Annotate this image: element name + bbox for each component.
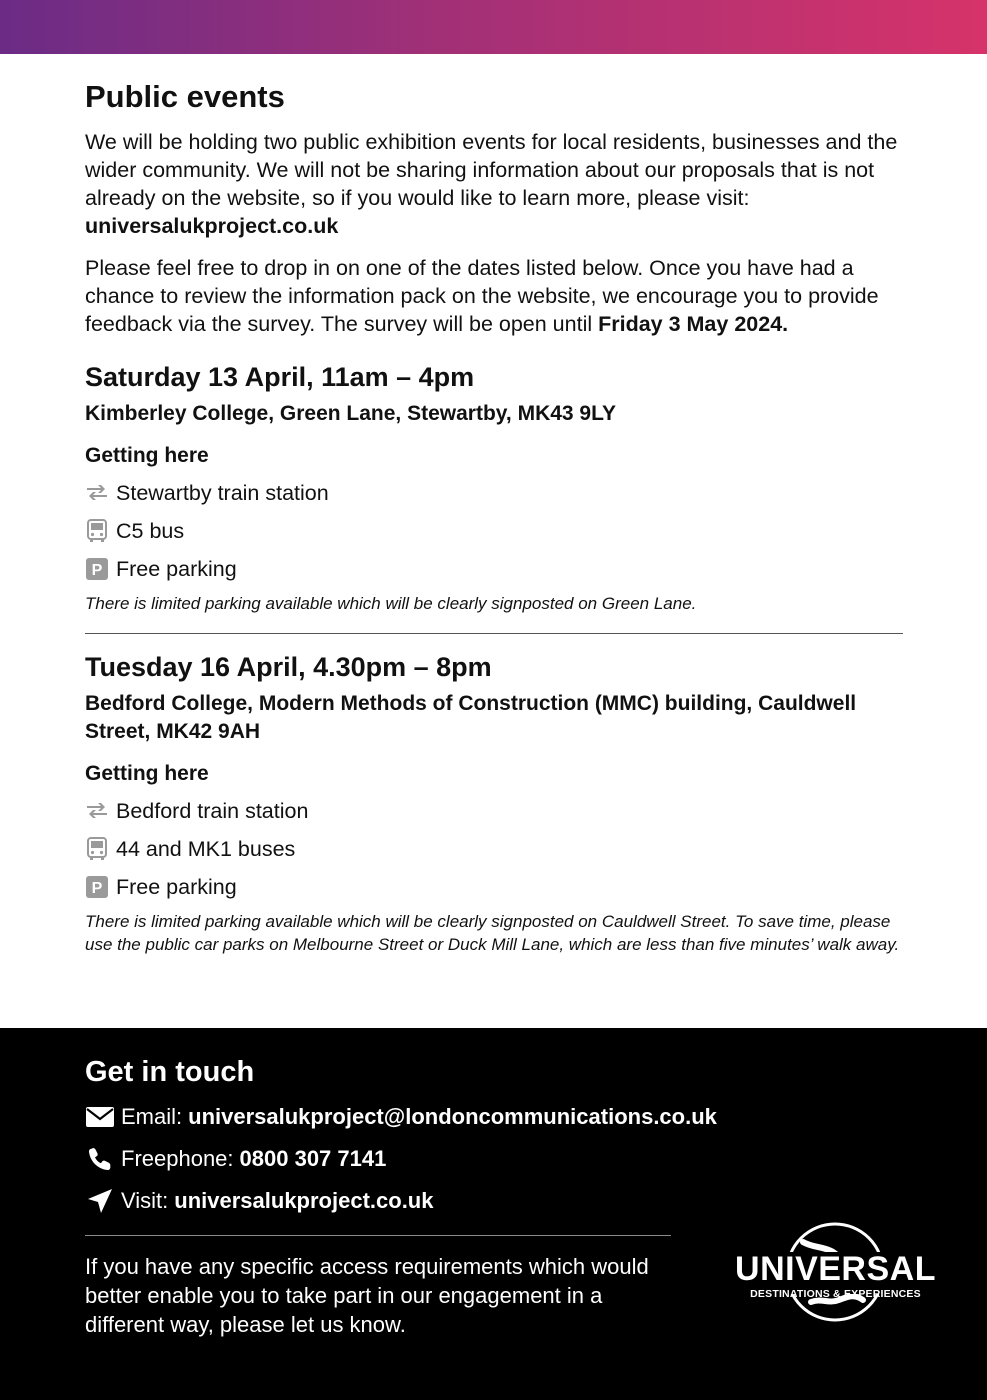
intro-paragraph-2: Please feel free to drop in on one of the dates listed below. Once you have had a chance to review the information pack on the website, we encourage you to provide feedback via the survey. The survey will be open until Friday 3 May 2024. <box>85 256 879 336</box>
phone-icon <box>85 1145 115 1173</box>
bus-icon <box>85 519 109 543</box>
logo-tagline: DESTINATIONS & EXPERIENCES <box>750 1288 921 1300</box>
access-requirements-text: If you have any specific access requirements which would better enable you to take part in our engagement in a different way, please let us know. <box>85 1254 649 1337</box>
bus-icon <box>85 837 109 861</box>
event-venue: Kimberley College, Green Lane, Stewartby, MK43 9LY <box>85 402 617 425</box>
transport-item: Stewartby train station <box>85 474 905 512</box>
transport-list <box>85 474 905 588</box>
survey-deadline: Friday 3 May 2024. <box>598 312 789 336</box>
event-2 <box>85 650 905 956</box>
email-link[interactable]: universalukproject@londoncommunications.co.uk <box>188 1104 717 1129</box>
transport-item: C5 bus <box>85 512 905 550</box>
footer-contact <box>0 1028 987 1400</box>
header-gradient-bar <box>0 0 987 54</box>
transport-item: 44 and MK1 buses <box>85 830 905 868</box>
event-1 <box>85 360 905 615</box>
train-icon <box>85 799 109 823</box>
parking-icon <box>85 557 109 581</box>
website-link-footer[interactable]: universalukproject.co.uk <box>174 1188 434 1213</box>
svg-text:P: P <box>91 562 103 579</box>
event-date: Tuesday 16 April, 4.30pm – 8pm <box>85 652 492 682</box>
footer-divider <box>85 1235 671 1236</box>
section-divider <box>85 633 903 634</box>
event-venue: Bedford College, Modern Methods of Construction (MMC) building, Cauldwell Street, MK42 9AH <box>85 692 857 743</box>
contact-phone: Freephone: 0800 307 7141 <box>85 1144 865 1174</box>
logo-wordmark: UNIVERSAL <box>735 1250 936 1288</box>
getting-here-heading: Getting here <box>85 444 209 467</box>
main-content <box>85 78 905 956</box>
parking-note: There is limited parking available which will be clearly signposted on Cauldwell Street. To save time, please use the public car parks on Melbourne Street or Duck Mill Lane, which are less than five minutes’ walk away. <box>85 912 900 954</box>
train-icon <box>85 481 109 505</box>
location-arrow-icon <box>85 1187 115 1215</box>
website-link[interactable]: universalukproject.co.uk <box>85 214 339 238</box>
intro-paragraph-1: We will be holding two public exhibition events for local residents, businesses and the wider community. We will not be sharing information about our proposals that is not already on the website, so if you would like to learn more, please visit: universalukproject.co.uk <box>85 130 898 238</box>
contact-website: Visit: universalukproject.co.uk <box>85 1186 865 1216</box>
parking-icon <box>85 875 109 899</box>
footer-title: Get in touch <box>85 1056 255 1088</box>
phone-number[interactable]: 0800 307 7141 <box>239 1146 387 1171</box>
event-date: Saturday 13 April, 11am – 4pm <box>85 362 475 392</box>
universal-logo <box>733 1222 938 1334</box>
parking-note: There is limited parking available which will be clearly signposted on Green Lane. <box>85 594 697 613</box>
contact-email: Email: universalukproject@londoncommunications.co.uk <box>85 1102 865 1132</box>
getting-here-heading: Getting here <box>85 762 209 785</box>
transport-item: Bedford train station <box>85 792 905 830</box>
transport-list <box>85 792 905 906</box>
transport-item: P Free parking <box>85 868 905 906</box>
transport-item: P Free parking <box>85 550 905 588</box>
envelope-icon <box>85 1103 115 1131</box>
page-title: Public events <box>85 79 285 114</box>
svg-text:P: P <box>91 880 103 897</box>
